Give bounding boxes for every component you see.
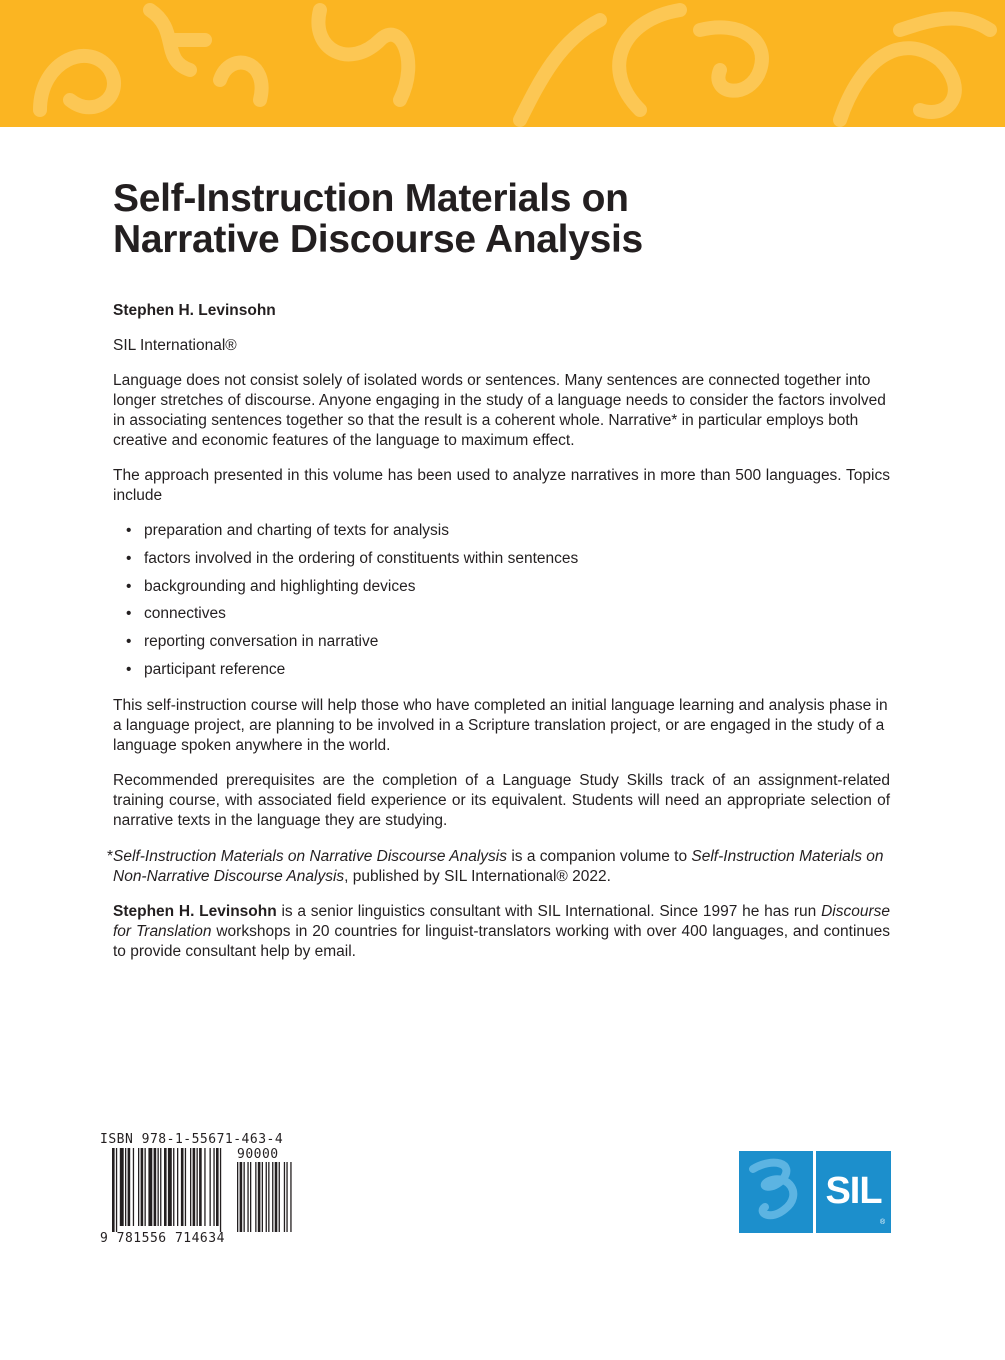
bullet-icon: • [126, 605, 132, 623]
main-content [107, 177, 890, 960]
logo-registered-mark: ® [880, 1219, 886, 1226]
list-item: • factors involved in the ordering of constituents within sentences [126, 549, 579, 567]
list-item: • connectives [126, 605, 226, 623]
intro-paragraph: Language does not consist solely of isolated words or sentences. Many sentences are connected together into longer stretches of discourse. Anyone engaging in the study of a language needs to consider the factors involved in associating sentences together so that the result is a coherent whole. Narrative* in particular employs both creative and economic features of the language to maximum effect. [113, 372, 886, 449]
book-title [113, 178, 890, 260]
bullet-icon: • [126, 522, 132, 539]
logo-glyph-panel [739, 1151, 813, 1233]
bullet-icon: • [126, 660, 132, 678]
isbn-addon: 90000 [237, 1147, 279, 1162]
top-banner [0, 0, 1005, 127]
script-glyph-icon [739, 1151, 813, 1233]
approach-paragraph: The approach presented in this volume has been used to analyze narratives in more than 500 languages. Topics include [113, 467, 890, 504]
isbn-label: ISBN 978-1-55671-463-4 [100, 1132, 284, 1147]
bullet-icon: • [126, 577, 132, 595]
list-item: • participant reference [126, 660, 286, 678]
title-line-1: Self-Instruction Materials on [113, 177, 629, 220]
sil-logo [739, 1151, 891, 1233]
topics-list [113, 521, 578, 688]
script-glyphs-pattern [0, 0, 1005, 127]
ean-digits: 9 781556 714634 [100, 1231, 225, 1246]
bullet-icon: • [126, 633, 132, 651]
publisher-name: SIL International® [113, 337, 237, 354]
isbn-barcode-block [100, 1132, 305, 1246]
logo-text: SIL [825, 1170, 882, 1212]
bullet-icon: • [126, 549, 132, 567]
course-paragraph: This self-instruction course will help those who have completed an initial language learning and analysis phase in a language project, are planning to be involved in a Scripture translation project, or are engaged in the study of a language spoken anywhere in the world. [113, 697, 888, 754]
title-line-2: Narrative Discourse Analysis [113, 218, 643, 261]
author-name: Stephen H. Levinsohn [113, 302, 276, 319]
author-bio: Stephen H. Levinsohn is a senior linguistics consultant with SIL International. Since 1997 he has run Discourse for Translation workshops in 20 countries for linguist-translators working with over 400 languages, and continues to provide consultant help by email. [113, 903, 890, 960]
prerequisites-paragraph: Recommended prerequisites are the completion of a Language Study Skills track of an assignment-related training course, with associated field experience or its equivalent. Students will need an appropriate selection of narrative texts in the language they are studying. [113, 772, 890, 829]
list-item: • reporting conversation in narrative [126, 633, 379, 651]
footnote: *Self-Instruction Materials on Narrative Discourse Analysis is a companion volume to Self-Instruction Materials on Non-Narrative Discourse Analysis, published by SIL International® 2022. [107, 848, 884, 885]
list-item: • preparation and charting of texts for analysis [126, 522, 450, 539]
list-item: • backgrounding and highlighting devices [126, 577, 416, 595]
